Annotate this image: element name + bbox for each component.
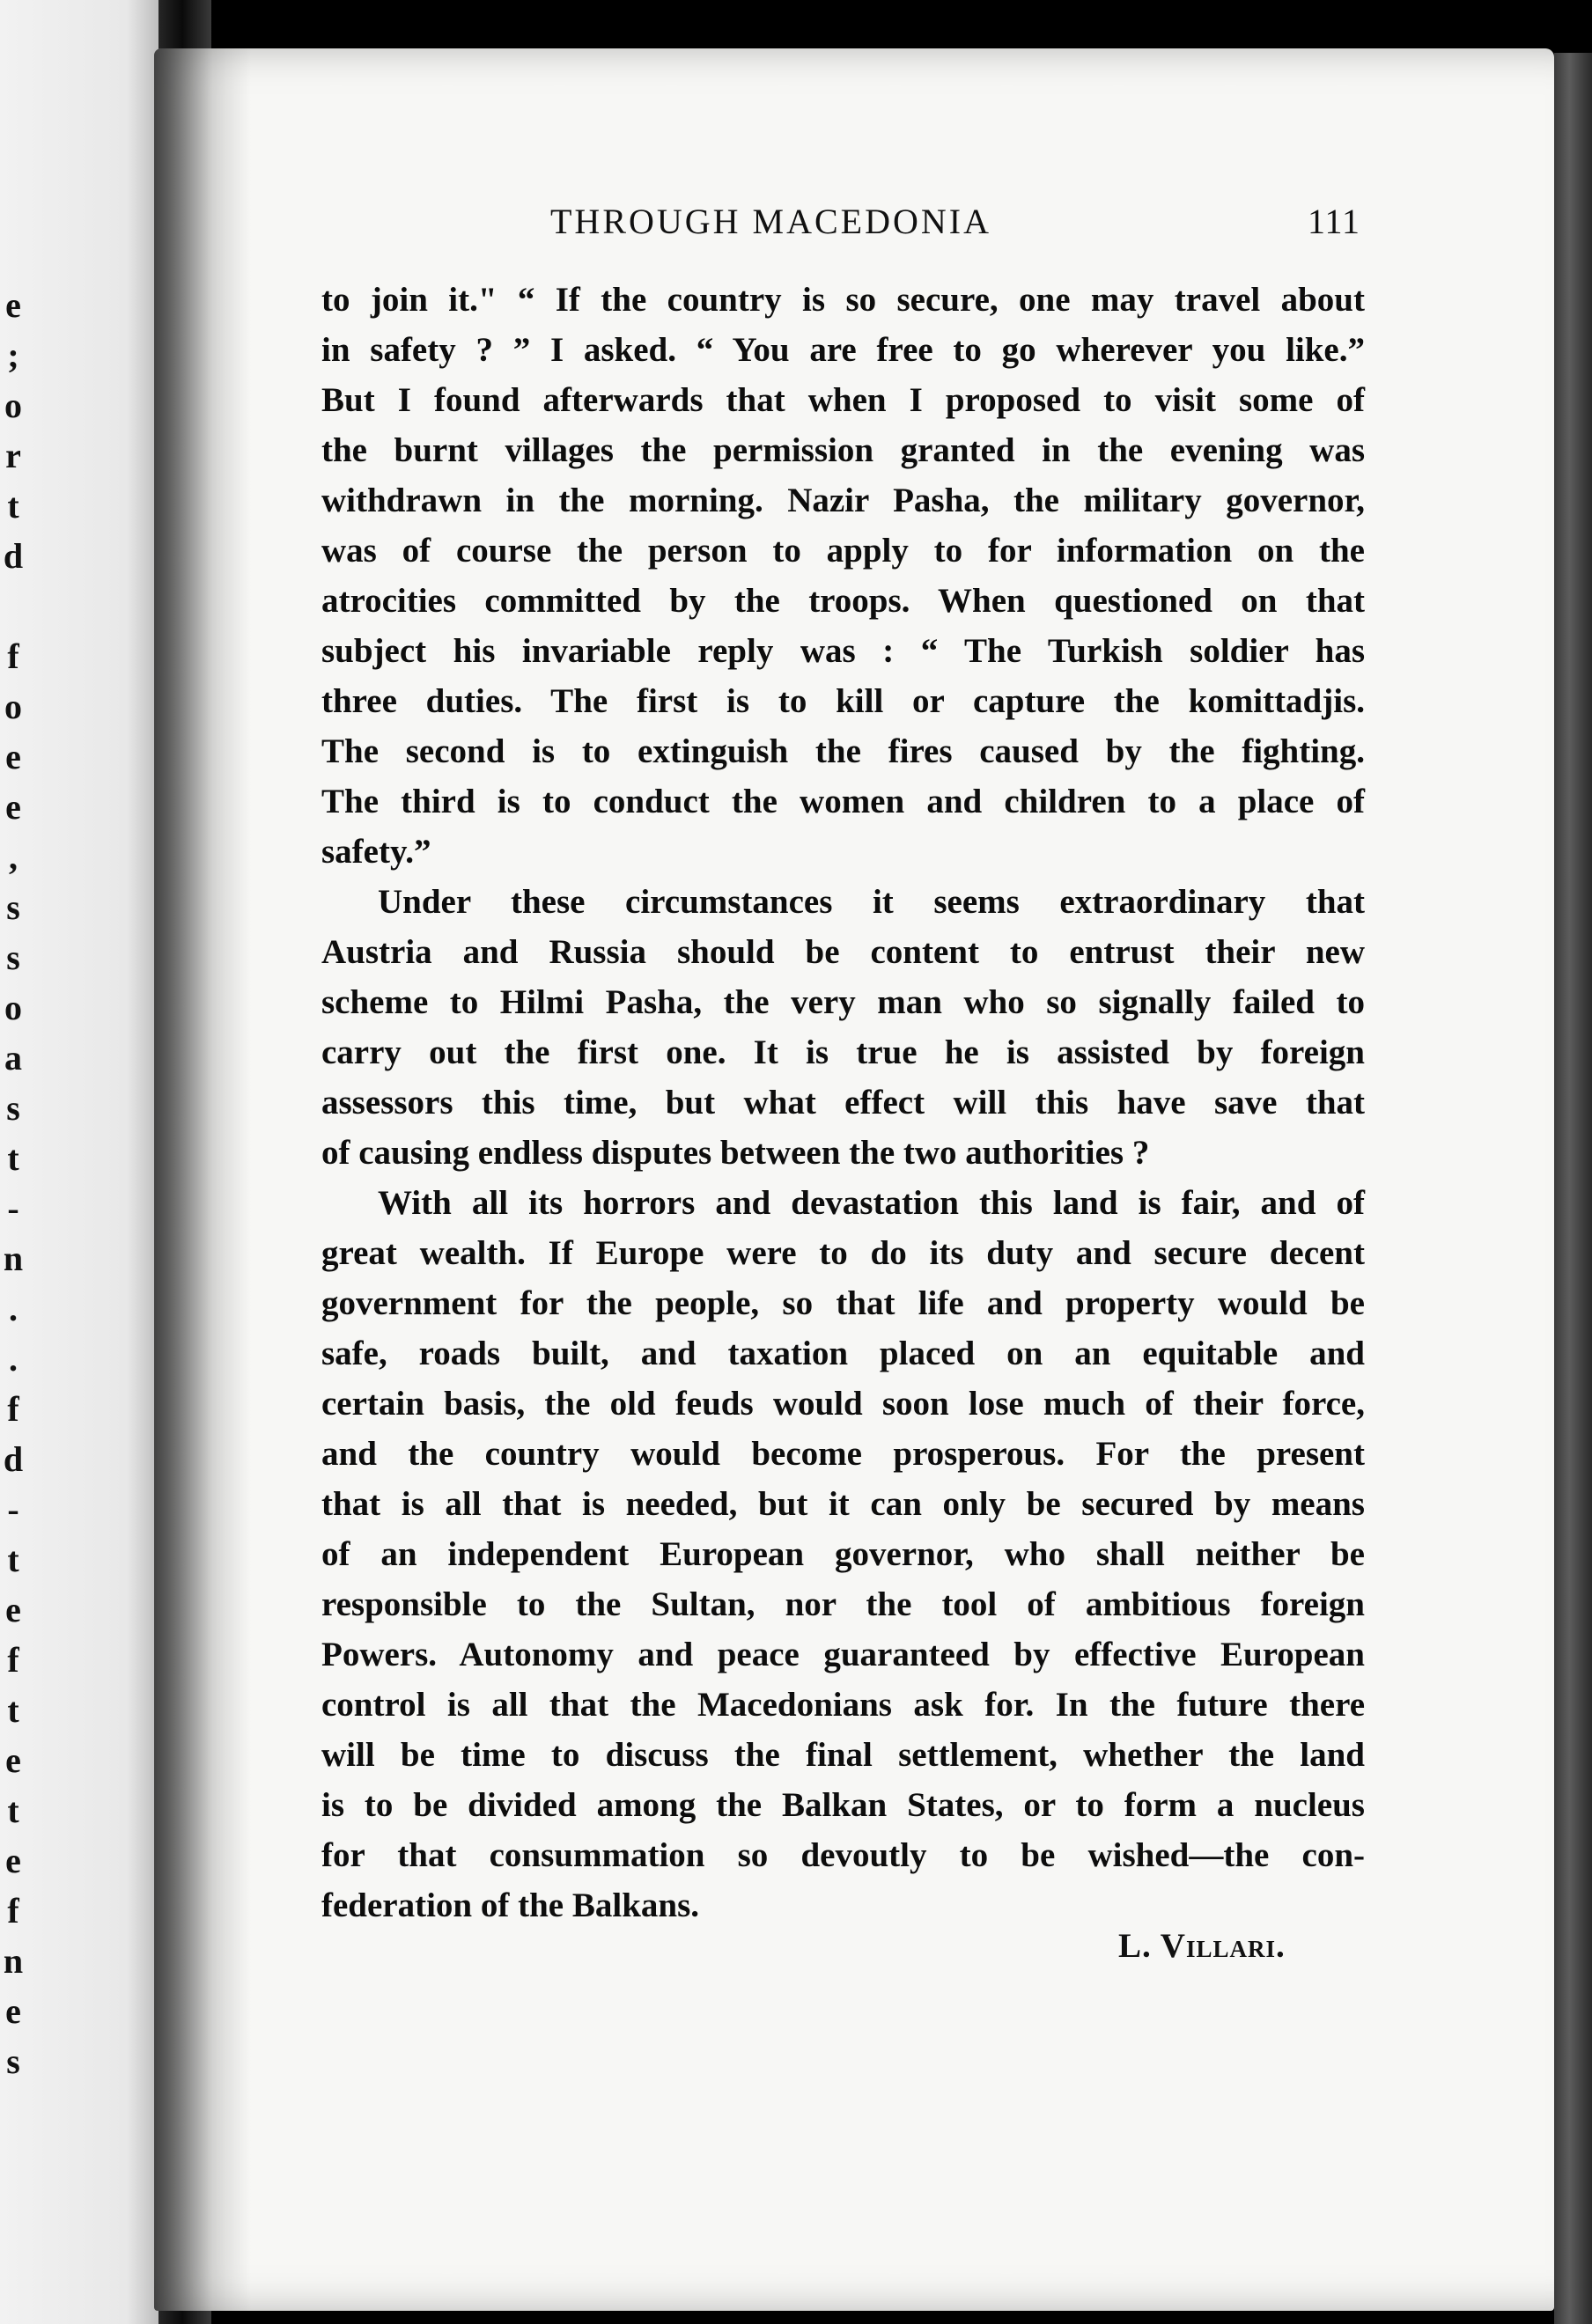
text-line: the burnt villages the permission granted in the evening was xyxy=(321,431,1365,469)
text-line: safety.” xyxy=(321,833,431,871)
fragment: e xyxy=(5,1590,21,1629)
text-line: But I found afterwards that when I proposed to visit some of xyxy=(321,381,1365,419)
fragment xyxy=(0,581,26,631)
fragment: t xyxy=(7,1690,19,1730)
fragment: , xyxy=(9,837,18,877)
text-line: of causing endless disputes between the two authorities ? xyxy=(321,1134,1150,1172)
fragment: s xyxy=(6,2041,20,2081)
fragment: d xyxy=(3,1439,24,1479)
fragment: n xyxy=(3,1941,24,1981)
text-line: certain basis, the old feuds would soon lose much of their force, xyxy=(321,1385,1365,1423)
facing-page xyxy=(0,0,158,2324)
fragment: r xyxy=(5,436,21,475)
fragment: o xyxy=(4,988,22,1027)
text-line: responsible to the Sultan, nor the tool of ambitious foreign xyxy=(321,1585,1365,1623)
page-number: 111 xyxy=(1307,202,1360,241)
fragment: s xyxy=(6,1088,20,1128)
text-line: federation of the Balkans. xyxy=(321,1886,699,1924)
text-line: The second is to extinguish the fires caused by the fighting. xyxy=(321,732,1365,770)
text-line: carry out the first one. It is true he is assisted by foreign xyxy=(321,1033,1365,1071)
fragment: t xyxy=(7,1138,19,1178)
fragment: f xyxy=(7,1389,19,1429)
fragment: f xyxy=(7,636,19,676)
fragment: o xyxy=(4,386,22,425)
fragment: - xyxy=(7,1188,19,1228)
author-signature: L. Villari. xyxy=(1118,1927,1286,1965)
fragment: f xyxy=(7,1891,19,1931)
fragment: ; xyxy=(7,335,19,375)
text-line: great wealth. If Europe were to do its duty and secure decent xyxy=(321,1234,1365,1272)
text-line: three duties. The first is to kill or capture the komittadjis. xyxy=(321,682,1365,720)
fragment: a xyxy=(4,1038,22,1077)
fragment: d xyxy=(3,536,24,576)
text-line: Powers. Autonomy and peace guaranteed by effective European xyxy=(321,1636,1365,1673)
fragment: t xyxy=(7,486,19,526)
fragment: . xyxy=(9,1339,18,1379)
text-line: government for the people, so that life and property would be xyxy=(321,1284,1365,1322)
text-line: withdrawn in the morning. Nazir Pasha, the military governor, xyxy=(321,482,1365,519)
text-line: in safety ? ” I asked. “ You are free to go wherever you like.” xyxy=(321,331,1365,369)
text-line: that is all that is needed, but it can only be secured by means xyxy=(321,1485,1365,1523)
book-edge xyxy=(1554,53,1592,2324)
fragment: n xyxy=(3,1239,24,1278)
fragment: e xyxy=(5,737,21,776)
text-line: safe, roads built, and taxation placed on an equitable and xyxy=(321,1335,1365,1372)
text-line: for that consummation so devoutly to be wished—the con- xyxy=(321,1836,1365,1874)
running-head-title: THROUGH MACEDONIA xyxy=(550,202,991,241)
text-line: scheme to Hilmi Pasha, the very man who so signally failed to xyxy=(321,983,1365,1021)
body-text xyxy=(321,275,1365,1931)
text-line: With all its horrors and devastation this land is fair, and of xyxy=(378,1184,1365,1222)
fragment: f xyxy=(7,1640,19,1680)
fragment: . xyxy=(9,1289,18,1328)
fragment: e xyxy=(5,787,21,827)
text-line: atrocities committed by the troops. When questioned on that xyxy=(321,582,1365,620)
fragment: e xyxy=(5,1991,21,2031)
text-line: to join it." “ If the country is so secure, one may travel about xyxy=(321,281,1365,319)
fragment: - xyxy=(7,1489,19,1529)
text-line: assessors this time, but what effect will this have save that xyxy=(321,1084,1365,1122)
text-line: control is all that the Macedonians ask for. In the future there xyxy=(321,1686,1365,1724)
fragment: t xyxy=(7,1540,19,1579)
fragment: e xyxy=(5,1740,21,1780)
text-line: subject his invariable reply was : “ The Turkish soldier has xyxy=(321,632,1365,670)
running-head xyxy=(321,201,1360,254)
fragment: t xyxy=(7,1791,19,1830)
fragment: s xyxy=(6,938,20,977)
text-line: will be time to discuss the final settlement, whether the land xyxy=(321,1736,1365,1774)
text-line: Austria and Russia should be content to entrust their new xyxy=(321,933,1365,971)
text-line: of an independent European governor, who shall neither be xyxy=(321,1535,1365,1573)
facing-page-text-fragments xyxy=(0,280,26,2086)
fragment: o xyxy=(4,687,22,726)
fragment: e xyxy=(5,285,21,325)
text-line: was of course the person to apply to for information on the xyxy=(321,532,1365,570)
text-line: and the country would become prosperous. For the present xyxy=(321,1435,1365,1473)
text-line: is to be divided among the Balkan States, or to form a nucleus xyxy=(321,1786,1365,1824)
text-line: Under these circumstances it seems extraordinary that xyxy=(378,883,1365,921)
text-line: The third is to conduct the women and children to a place of xyxy=(321,783,1365,820)
fragment: s xyxy=(6,887,20,927)
fragment: e xyxy=(5,1841,21,1880)
